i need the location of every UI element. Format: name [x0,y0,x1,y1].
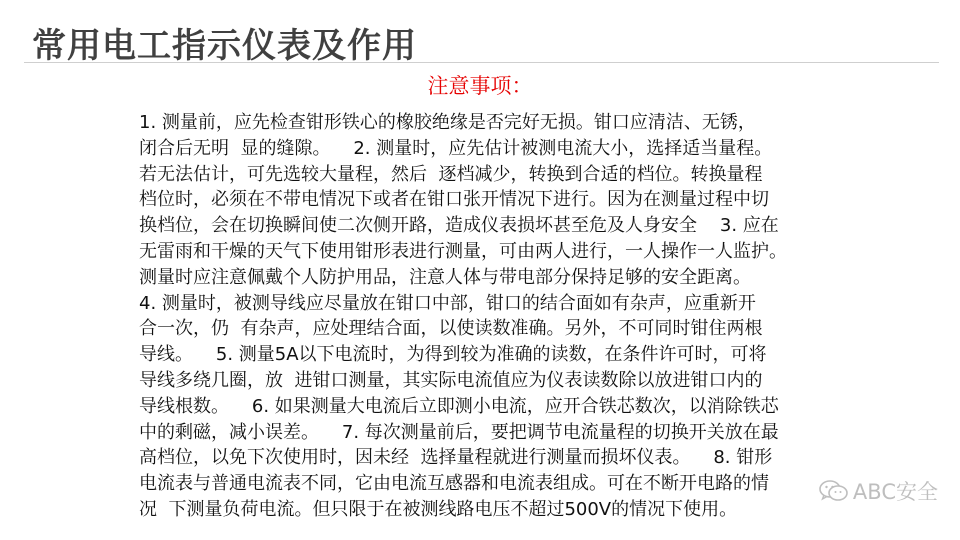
slide-title: 常用电工指示仪表及作用 [32,26,417,66]
watermark [819,476,938,506]
body-text [139,110,899,523]
body-line: 测量时应注意佩戴个人防护用品，注意人体与带电部分保持足够的安全距离。 [139,266,751,288]
body-line: 合一次，仍 有杂声，应处理结合面，以使读数准确。另外，不可同时钳住两根 [139,318,763,340]
body-line: 无雷雨和干燥的天气下使用钳形表进行测量，可由两人进行，一人操作一人监护。 [139,240,787,262]
notice-heading: 注意事项： [427,74,533,98]
body-line: 4. 测量时，被测导线应尽量放在钳口中部，钳口的结合面如有杂声，应重新开 [139,292,756,314]
body-line: 闭合后无明 显的缝隙。 2. 测量时，应先估计被测电流大小，选择适当量程。 [139,137,773,159]
body-line: 若无法估计，可先选较大量程，然后 逐档减少，转换到合适的档位。转换量程 [139,163,763,185]
watermark-text: ABC安全 [852,480,938,504]
body-line: 导线多绕几圈，放 进钳口测量，其实际电流值应为仪表读数除以放进钳口内的 [139,369,763,391]
wechat-icon [819,479,849,503]
body-line: 导线根数。 6. 如果测量大电流后立即测小电流，应开合铁芯数次，以消除铁芯 [139,395,779,417]
body-line: 导线。 5. 测量5A以下电流时，为得到较为准确的读数，在条件许可时，可将 [139,344,767,366]
body-line: 高档位，以免下次使用时，因未经 选择量程就进行测量而损坏仪表。 8. 钳形 [139,447,773,469]
body-line: 中的剩磁，减小误差。 7. 每次测量前后，要把调节电流量程的切换开关放在最 [139,421,779,443]
body-line: 换档位，会在切换瞬间使二次侧开路，造成仪表损坏甚至危及人身安全 3. 应在 [139,215,779,237]
body-line: 1. 测量前，应先检查钳形铁心的橡胶绝缘是否完好无损。钳口应清洁、无锈， [139,112,756,133]
title-divider [24,62,939,63]
body-line: 档位时，必须在不带电情况下或者在钳口张开情况下进行。因为在测量过程中切 [139,189,769,211]
body-line: 电流表与普通电流表不同，它由电流互感器和电流表组成。可在不断开电路的情 [139,473,769,495]
body-line: 况 下测量负荷电流。但只限于在被测线路电压不超过500V的情况下使用。 [139,498,738,520]
